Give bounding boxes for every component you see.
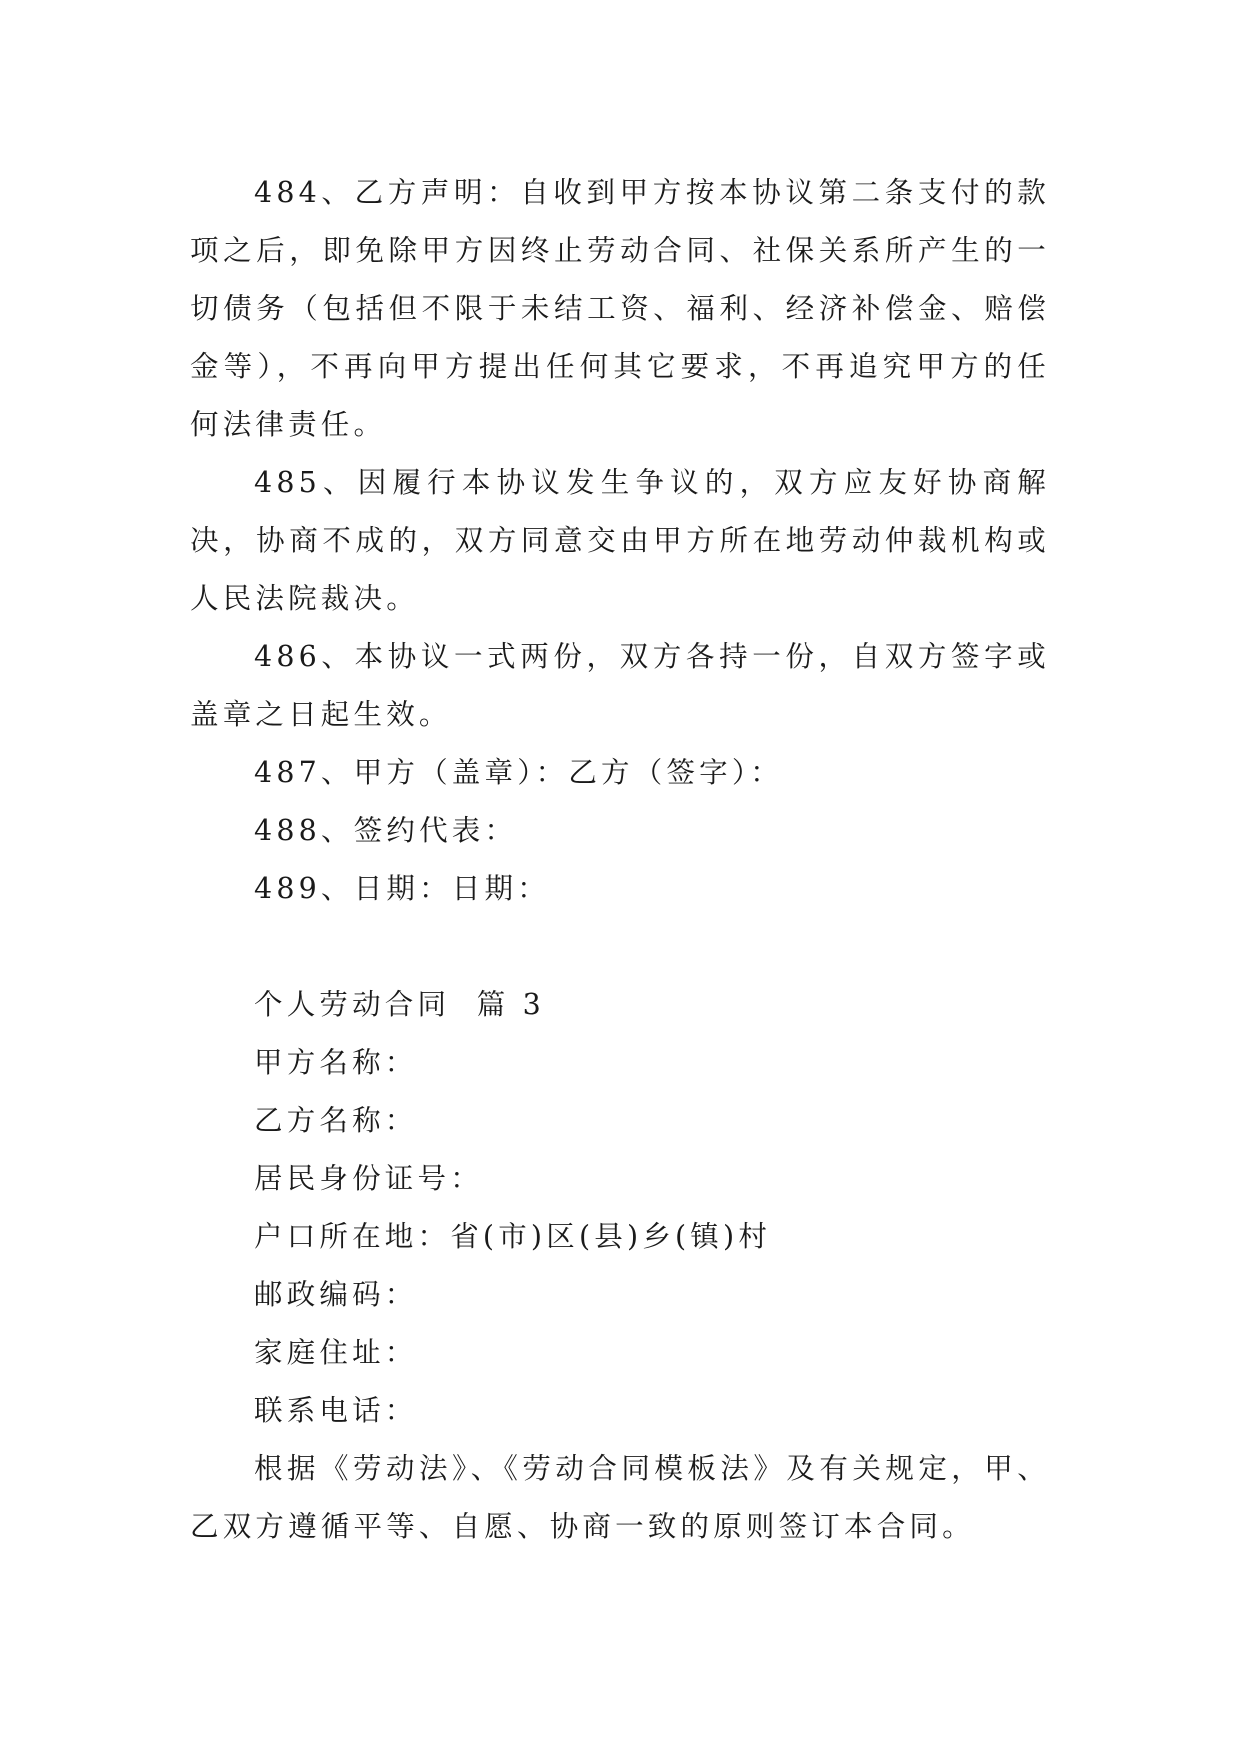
- paragraph-485: 485、因履行本协议发生争议的，双方应友好协商解决，协商不成的，双方同意交由甲方所在地劳动仲裁机构或人民法院裁决。: [190, 466, 1050, 615]
- sign-line-date: 489、日期：日期：: [254, 872, 550, 905]
- field-home-address: 家庭住址：: [254, 1336, 418, 1369]
- section-title: 个人劳动合同 篇 3: [254, 988, 546, 1021]
- field-party-b-name: 乙方名称：: [254, 1104, 418, 1137]
- field-party-a-name: 甲方名称：: [254, 1046, 418, 1079]
- field-postal-code: 邮政编码：: [254, 1278, 418, 1311]
- field-household-registration: 户口所在地：省(市)区(县)乡(镇)村: [254, 1220, 772, 1253]
- section-spacer: [190, 918, 1050, 976]
- sign-line-representative: 488、签约代表：: [254, 814, 518, 847]
- paragraph-486: 486、本协议一式两份，双方各持一份，自双方签字或盖章之日起生效。: [190, 640, 1050, 731]
- closing-paragraph: 根据《劳动法》、《劳动合同模板法》及有关规定，甲、乙双方遵循平等、自愿、协商一致的原则签订本合同。: [190, 1452, 1050, 1543]
- sign-line-parties: 487、甲方（盖章）：乙方（签字）：: [254, 756, 783, 789]
- document-body: [190, 164, 1050, 1556]
- field-phone: 联系电话：: [254, 1394, 418, 1427]
- field-id-number: 居民身份证号：: [254, 1162, 483, 1195]
- paragraph-484: 484、乙方声明：自收到甲方按本协议第二条支付的款项之后，即免除甲方因终止劳动合同、社保关系所产生的一切债务（包括但不限于未结工资、福利、经济补偿金、赔偿金等），不再向甲方提出任何其它要求，不再追究甲方的任何法律责任。: [190, 176, 1050, 441]
